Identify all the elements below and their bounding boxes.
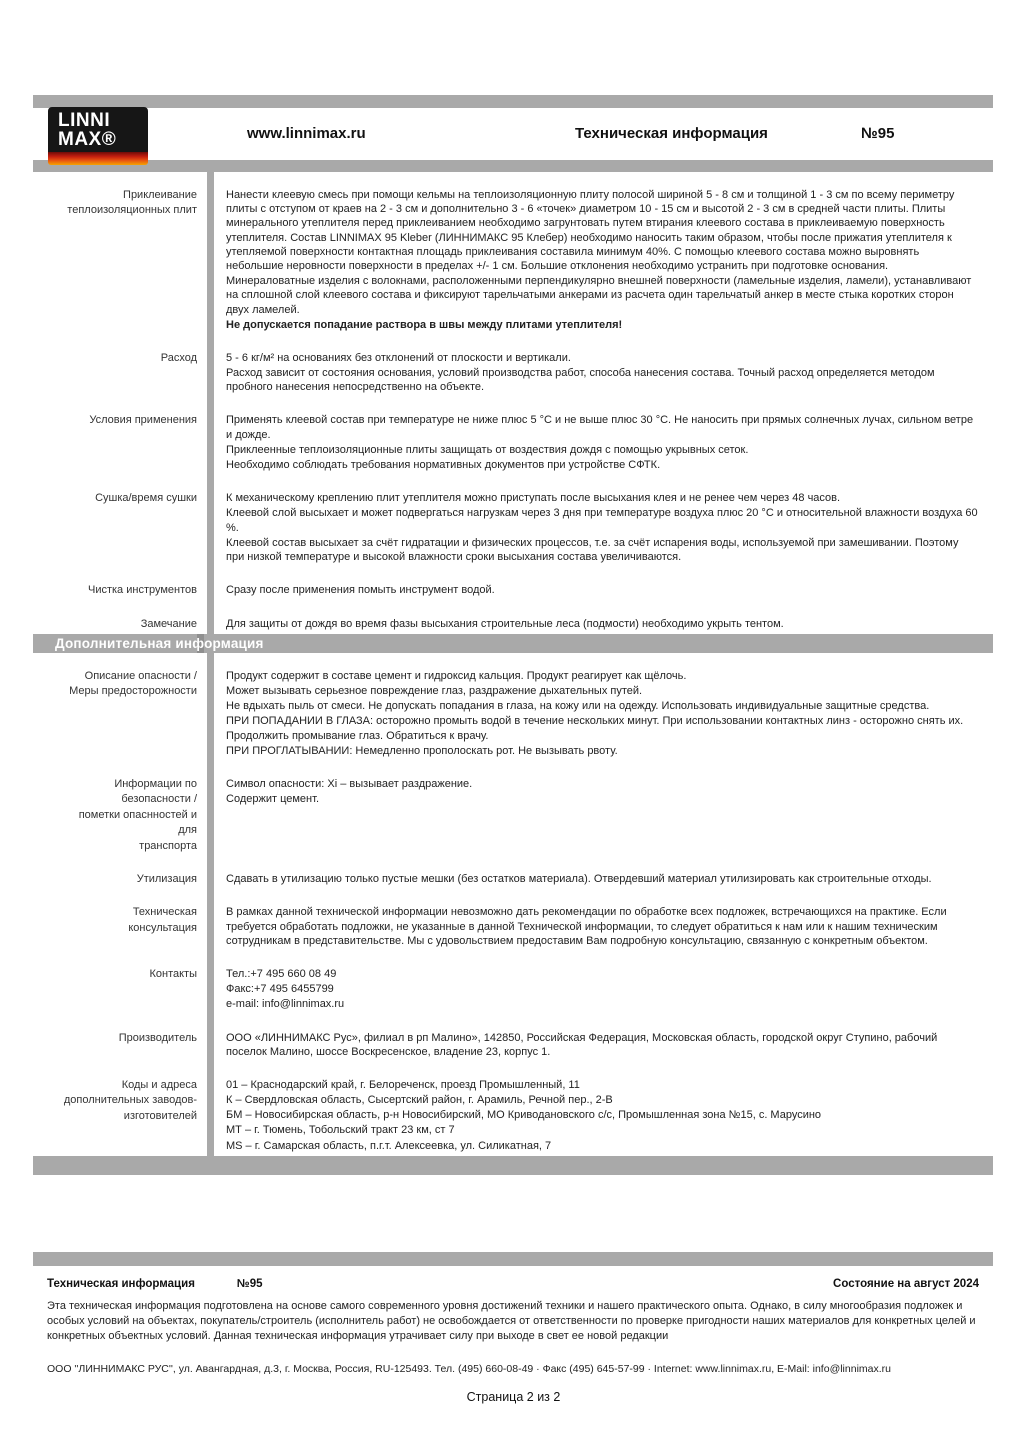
row-content: Применять клеевой состав при температуре не ниже плюс 5 °С и не выше плюс 30 °С. Не наносить при прямых солнечных лучах, сильном ветре и дожде. Приклеенные теплоизоляционные плиты защищать от воздествия дождя с помощью укрывных сеток. Необходимо соблюдать требования нормативных документов при устройстве СФТК. — [226, 414, 974, 471]
top-gray-bar — [33, 95, 993, 108]
row-label: Описание опасности / Меры предосторожности — [69, 669, 197, 698]
logo-gradient-strip — [48, 152, 148, 165]
row-label: Утилизация — [136, 872, 197, 885]
row-label: Расход — [160, 351, 197, 364]
main-table-top — [33, 172, 993, 634]
row-content: Сразу после применения помыть инструмент водой. — [226, 584, 495, 597]
page-number: Страница 2 из 2 — [466, 1390, 561, 1404]
table-row — [33, 397, 993, 475]
website-url: www.linnimax.ru — [247, 125, 366, 142]
main-table-bottom — [33, 653, 993, 1156]
document-header — [33, 108, 993, 160]
column-divider — [207, 601, 214, 634]
table-row — [33, 856, 993, 889]
additional-info-title: Дополнительная информация — [55, 635, 264, 651]
row-content: Для защиты от дождя во время фазы высыхания строительные леса (подмости) необходимо укрыть тентом. — [226, 617, 784, 630]
table-row — [33, 761, 993, 856]
column-divider — [207, 1062, 214, 1156]
additional-info-band — [33, 634, 993, 653]
company-contact-line: ООО ''ЛИННИМАКС РУС'', ул. Авангардная, д.3, г. Москва, Россия, RU-125493. Тел. (495) 660-08-49 · Факс (495) 645-57-99 · Internet: www.linnimax.ru, E-Mail: info@linnimax.ru — [47, 1363, 891, 1376]
row-label: Контакты — [149, 967, 197, 980]
linnimax-logo — [48, 107, 148, 165]
footer-heading-left-group — [47, 1278, 263, 1290]
table-row — [33, 172, 993, 335]
table-row — [33, 889, 993, 951]
document-page — [33, 95, 993, 1375]
footer-heading-row — [47, 1278, 979, 1290]
table-row — [33, 653, 993, 761]
row-content: 01 – Краснодарский край, г. Белореченск, проезд Промышленный, 11 К – Свердловская область, Сысертский район, г. Арамиль, Речной пер., 2-В БМ – Новосибирская область, р-н Новосибирский, МО Криводановского с/с, Промышленная зона №15, с. Марусино МТ – г. Тюмень, Тобольский тракт 23 км, ст 7 MS – г. Самарская область, п.г.т. Алексеевка, ул. Силикатная, 7 — [226, 1078, 822, 1152]
table-bottom-bar — [33, 1156, 993, 1175]
column-divider — [207, 567, 214, 600]
column-divider — [207, 889, 214, 951]
row-label: Замечание — [140, 617, 197, 630]
column-divider — [207, 653, 214, 761]
column-divider — [207, 856, 214, 889]
column-divider — [207, 335, 214, 398]
logo-line-2: MAX® — [58, 128, 117, 150]
column-divider — [207, 172, 214, 335]
document-number: №95 — [861, 125, 895, 142]
row-label: Приклеивание теплоизоляционных плит — [67, 189, 197, 217]
table-row — [33, 567, 993, 600]
row-content: 5 - 6 кг/м² на основаниях без отклонений от плоскости и вертикали. Расход зависит от состояния основания, условий производства работ, способа нанесения состава. Точный расход определяется методом пробного нанесения непосредственно на объекте. — [226, 351, 935, 394]
logo-line-1: LINNI — [58, 110, 111, 131]
row-label: Чистка инструментов — [87, 584, 197, 597]
footer-top-bar — [33, 1252, 993, 1266]
table-row — [33, 335, 993, 398]
row-label: Коды и адреса дополнительных заводов- изготовителей — [63, 1078, 197, 1122]
row-content: К механическому креплению плит утеплителя можно приступать после высыхания клея и не ренее чем через 48 часов. Клеевой слой высыхает и может подвергаться нагрузкам через 3 дня при температуре воздуха плюс 20 °С и относительной влажности воздуха 60 %. Клеевой состав высыхает за счёт гидратации и физических процессов, т.е. за счёт испарения воды, используемой при замешивании. Поэтому при низкой температуре и высокой влажности сроки высыхания состава увеличиваются. — [226, 492, 978, 563]
row-content: Нанести клеевую смесь при помощи кельмы на теплоизоляционную плиту полосой шириной 5 - 8 см и толщиной 1 - 3 см по всему периметру плиты с отступом от краев на 2 - 3 см и дополнительно 3 - 6 «точек» диаметром 10 - 15 см и высотой 2 - 3 см в средней части плиты. Плиты минерального утеплителя перед приклеиванием необходимо загрунтовать путем втирания клеевого состава в приклеиваемую поверхность утеплителя. Состав LINNIMAX 95 Kleber (ЛИННИМАКС 95 Клебер) необходимо наносить таким образом, чтобы после прижатия утеплителя к утепляемой поверхности контактная площадь приклеивания составила минимум 40%. С помощью клеевого состава можно выровнять небольшие неровности поверхности в пределах +/- 1 см. Большие отклонения необходимо устранить при подготовке основания. Минераловатные изделия с волокнами, расположенными перпендикулярно внешней поверхности (ламельные изделия, ламели), устанавливают на сплошной слой клеевого состава и фиксируют тарельчатыми анкерами из расчета один тарельчатый анкер в месте стыка коротких сторон двух ламелей. Не допускается попадание раствора в швы между плитами утеплителя! — [226, 189, 972, 331]
row-label: Производитель — [118, 1031, 197, 1044]
table-row — [33, 475, 993, 567]
footer-heading-title: Техническая информация — [47, 1277, 195, 1290]
logo-wordmark — [48, 107, 148, 152]
row-content: Продукт содержит в составе цемент и гидроксид кальция. Продукт реагирует как щёлочь. Может вызывать серьезное повреждение глаз, раздражение дыхательных путей. Не вдыхать пыль от смеси. Не допускать попадания в глаза, на кожу или на одежду. Использовать индивидуальные защитные средства. ПРИ ПОПАДАНИИ В ГЛАЗА: осторожно промыть водой в течение нескольких минут. При использовании контактных линз - осторожно снять их. Продолжить промывание глаз. Обратиться к врачу. ПРИ ПРОГЛАТЫВАНИИ: Немедленно прополоскать рот. Не вызывать рвоту. — [226, 669, 964, 757]
column-divider — [207, 1015, 214, 1062]
table-row — [33, 951, 993, 1015]
row-label: Условия применения — [89, 414, 197, 427]
table-row — [33, 601, 993, 634]
column-divider — [207, 951, 214, 1015]
document-title: Техническая информация — [575, 125, 768, 142]
footer-heading-number: №95 — [236, 1277, 263, 1290]
row-content: Символ опасности: Xi – вызывает раздражение. Содержит цемент. — [226, 778, 473, 806]
row-label: Техническая консультация — [128, 906, 197, 934]
column-divider — [207, 397, 214, 475]
table-row — [33, 1015, 993, 1062]
row-label: Информации по безопасности / пометки опаснностей и для транспорта — [78, 778, 197, 852]
row-content: В рамках данной технической информации невозможно дать рекомендации по обработке всех подложек, встречающихся на практике. Если требуется обработать подложки, не указанные в данной Технической информации, то следует обратиться к нам или к нашим техническим сотрудникам в представительстве. Мы с удовольствием предоставим Вам подробную консультацию, связанную с конкретным объектом. — [226, 906, 947, 947]
column-divider — [207, 761, 214, 856]
row-content: ООО «ЛИННИМАКС Рус», филиал в рп Малино», 142850, Российская Федерация, Московская область, городской округ Ступино, рабочий поселок Малино, шоссе Воскресенское, владение 23, корпус 1. — [226, 1031, 938, 1058]
row-label: Сушка/время сушки — [95, 492, 197, 505]
table-row — [33, 1062, 993, 1156]
row-content: Сдавать в утилизацию только пустые мешки (без остатков материала). Отвердевший материал утилизировать как строительные отходы. — [226, 872, 932, 885]
footer-disclaimer: Эта техническая информация подготовлена на основе самого современного уровня достижений техники и нашего практического опыта. Однако, в силу многообразия подложек и особых условий на объектах, покупатель/строитель (исполнитель работ) не освобождается от ответственности по проверке пригодности наших материалов для конкретных целей и конкретных объектных условий. Данная техническая информация утрачивает силу при выходе в свет ее новой редакции — [47, 1299, 976, 1343]
row-content: Тел.:+7 495 660 08 49 Факс:+7 495 6455799 e-mail: info@linnimax.ru — [226, 967, 345, 1011]
header-divider-bar — [33, 160, 993, 172]
column-divider — [207, 475, 214, 567]
footer — [33, 1266, 993, 1376]
footer-heading-date: Состояние на август 2024 — [833, 1277, 979, 1290]
